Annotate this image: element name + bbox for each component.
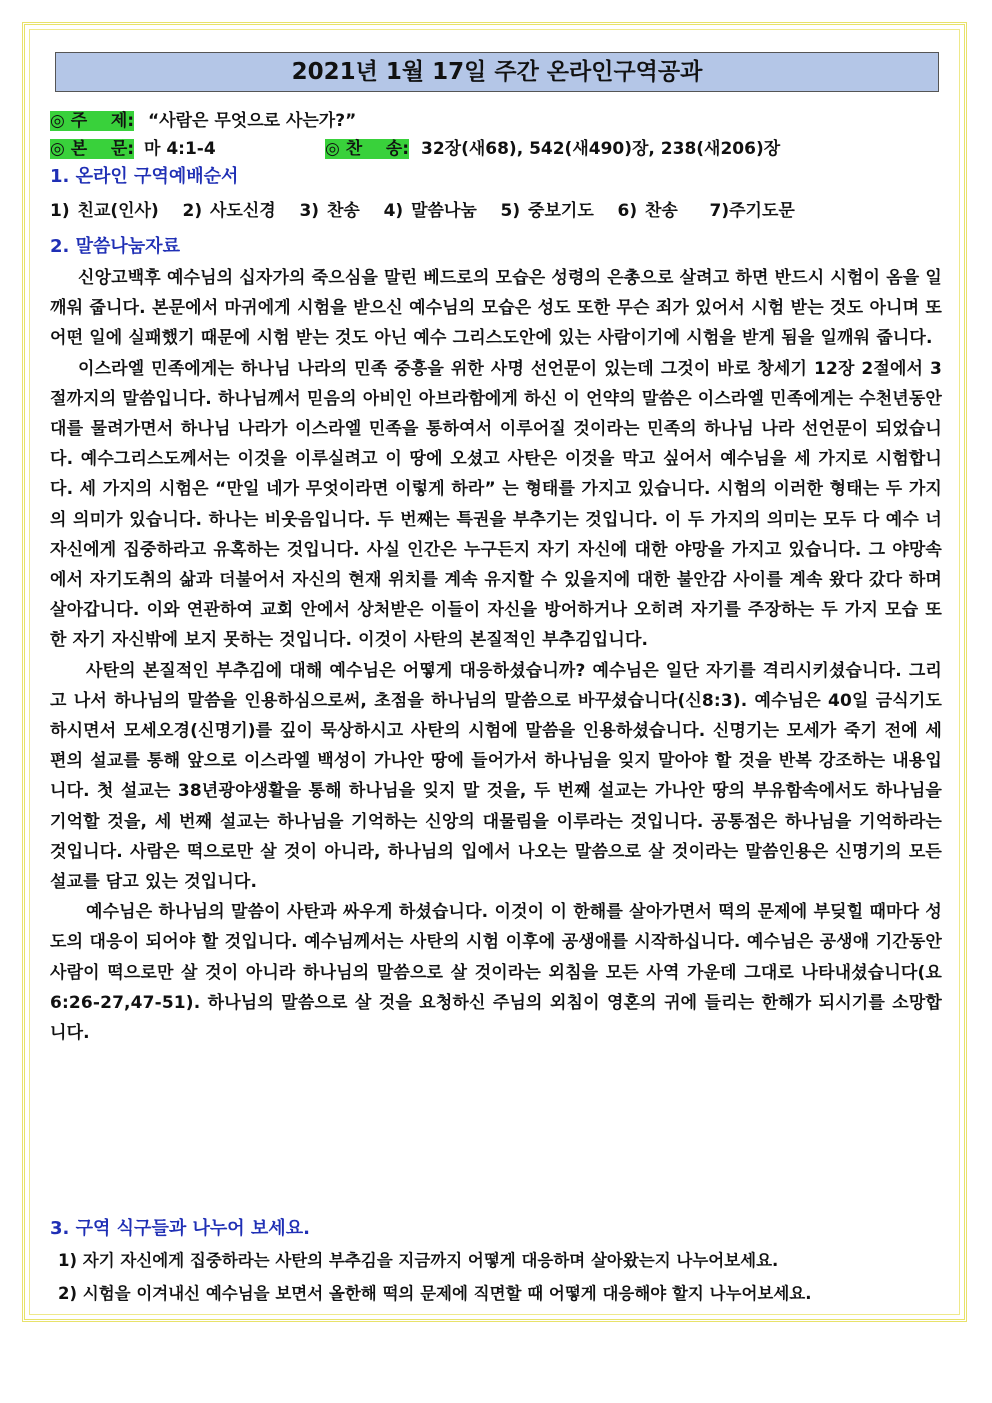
section2-heading: 2. 말씀나눔자료 — [50, 236, 180, 257]
discussion-question: 2) 시험을 이겨내신 예수님을 보면서 올한해 떡의 문제에 직면할 때 어떻게 대응해야 할지 나누어보세요. — [58, 1284, 812, 1303]
hymn-value: 32장(새68), 542(새490)장, 238(새206)장 — [421, 139, 781, 159]
theme-value: “사람은 무엇으로 사는가?” — [148, 111, 357, 131]
sermon-body — [50, 263, 942, 1048]
sermon-paragraph: 이스라엘 민족에게는 하나님 나라의 민족 중흥을 위한 사명 선언문이 있는데 그것이 바로 창세기 12장 2절에서 3절까지의 말씀입니다. 하나님께서 믿음의 아비인 아브라함에게 하신 이 언약의 말씀은 이스라엘 민족에게는 수천년동안 대를 물려가면서 하나님 나라가 이스라엘 민족을 통하여서 이루어질 것이라는 민족의 하나님 나라 선언문이 되었습니다. 예수그리스도께서는 이것을 이루실려고 이 땅에 오셨고 사탄은 이것을 막고 싶어서 예수님을 세 가지로 시험합니다. 세 가지의 시험은 “만일 네가 무엇이라면 이렇게 하라” 는 형태를 가지고 있습니다. 시험의 이러한 형태는 두 가지의 의미가 있습니다. 하나는 비웃음입니다. 두 번째는 특권을 부추기는 것입니다. 이 두 가지의 의미는 모두 다 예수 너 자신에게 집중하라고 유혹하는 것입니다. 사실 인간은 누구든지 자기 자신에 대한 야망을 가지고 있습니다. 그 야망속에서 자기도취의 삶과 더불어서 자신의 현재 위치를 계속 유지할 수 있을지에 대한 불안감 사이를 계속 왔다 갔다 하며 살아갑니다. 이와 연관하여 교회 안에서 상처받은 이들이 자신을 방어하거나 오히려 자기를 주장하는 두 가지 모습 또한 자기 자신밖에 보지 못하는 것입니다. 이것이 사탄의 본질적인 부추김입니다. — [50, 358, 942, 651]
scripture-label: ◎ 본 문: — [50, 139, 135, 159]
hymn-row — [325, 134, 780, 159]
page-title: 2021년 1월 17일 주간 온라인구역공과 — [55, 52, 939, 92]
discussion-question: 1) 자기 자신에게 집중하라는 사탄의 부추김을 지금까지 어떻게 대응하며 살아왔는지 나누어보세요. — [58, 1251, 779, 1270]
sermon-paragraph: 사탄의 본질적인 부추김에 대해 예수님은 어떻게 대응하셨습니까? 예수님은 일단 자기를 격리시키셨습니다. 그리고 나서 하나님의 말씀을 인용하심으로써, 초점을 하나님의 말씀으로 바꾸셨습니다(신8:3). 예수님은 40일 금식기도하시면서 모세오경(신명기)를 깊이 묵상하시고 사탄의 시험에 말씀을 인용하셨습니다. 신명기는 모세가 죽기 전에 세 편의 설교를 통해 앞으로 이스라엘 백성이 가나안 땅에 들어가서 하나님을 잊지 말아야 할 것을 반복 강조하는 내용입니다. 첫 설교는 38년광야생활을 통해 하나님을 잊지 말 것을, 두 번째 설교는 가나안 땅의 부유함속에서도 하나님을 기억할 것을, 세 번째 설교는 하나님을 기억하는 신앙의 대물림을 이루라는 것입니다. 공통점은 하나님을 기억하라는 것입니다. 사람은 떡으로만 살 것이 아니라, 하나님의 입에서 나오는 말씀으로 살 것이라는 말씀인용은 신명기의 모든 설교를 담고 있는 것입니다. — [50, 660, 942, 893]
scripture-row — [50, 134, 216, 159]
theme-row — [50, 106, 356, 131]
hymn-label: ◎ 찬 송: — [325, 139, 410, 159]
sermon-paragraph: 신앙고백후 예수님의 십자가의 죽으심을 말린 베드로의 모습은 성령의 은총으로 살려고 하면 반드시 시험이 옴을 일깨워 줍니다. 본문에서 마귀에게 시험을 받으신 예수님의 모습은 성도 또한 무슨 죄가 있어서 시험 받는 것도 아니며 또 어떤 일에 실패했기 때문에 시험 받는 것도 아닌 예수 그리스도안에 있는 사람이기에 시험을 받게 됨을 일깨워 줍니다. — [50, 268, 942, 349]
theme-label: ◎ 주 제: — [50, 111, 135, 131]
sermon-paragraph: 예수님은 하나님의 말씀이 사탄과 싸우게 하셨습니다. 이것이 이 한해를 살아가면서 떡의 문제에 부딪힐 때마다 성도의 대응이 되어야 할 것입니다. 예수님께서는 사탄의 시험 이후에 공생애를 시작하십니다. 예수님은 공생애 기간동안 사람이 떡으로만 살 것이 아니라 하나님의 말씀으로 살 것이라는 외침을 모든 사역 가운데 그대로 나타내셨습니다(요6:26-27,47-51). 하나님의 말씀으로 살 것을 요청하신 주님의 외침이 영혼의 귀에 들리는 한해가 되시기를 소망합니다. — [50, 902, 942, 1044]
section3-heading: 3. 구역 식구들과 나누어 보세요. — [50, 1218, 310, 1239]
section1-heading: 1. 온라인 구역예배순서 — [50, 166, 239, 187]
scripture-value: 마 4:1-4 — [144, 139, 216, 159]
worship-order: 1) 친교(인사) 2) 사도신경 3) 찬송 4) 말씀나눔 5) 중보기도 6) 찬송 7)주기도문 — [50, 201, 795, 221]
